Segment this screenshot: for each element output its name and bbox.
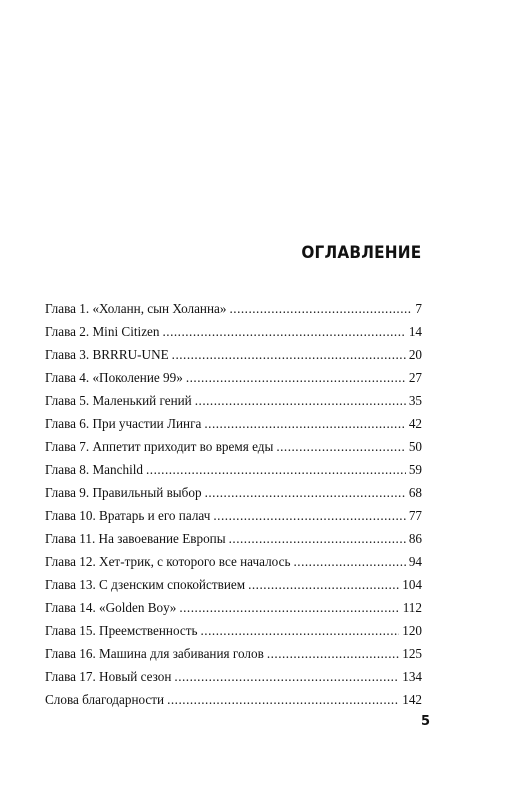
- toc-entry-title: Глава 4. «Поколение 99»: [45, 370, 183, 385]
- toc-entry-title: Глава 5. Маленький гений: [45, 393, 192, 408]
- toc-dot-leader: [167, 688, 399, 711]
- toc-entry-page: 112: [402, 600, 422, 615]
- toc-dot-leader: [213, 504, 405, 527]
- toc-dot-leader: [205, 481, 406, 504]
- toc-dot-leader: [276, 435, 405, 458]
- toc-entry: [45, 504, 422, 527]
- toc-entry: [45, 320, 422, 343]
- toc-entry: [45, 688, 422, 711]
- toc-entry-page: 14: [408, 324, 422, 339]
- toc-entry: [45, 642, 422, 665]
- toc-heading: ОГЛАВЛЕНИЕ: [301, 243, 421, 263]
- toc-dot-leader: [186, 366, 406, 389]
- toc-dot-leader: [146, 458, 406, 481]
- toc-entry-page: 20: [408, 347, 422, 362]
- toc-entry-page: 104: [402, 577, 422, 592]
- toc-entry-title: Слова благодарности: [45, 692, 165, 707]
- toc-entry: [45, 550, 422, 573]
- toc-entry-title: Глава 14. «Golden Boy»: [45, 600, 177, 615]
- page-number: 5: [420, 714, 430, 729]
- toc-entry-title: Глава 2. Mini Citizen: [45, 324, 160, 339]
- toc-entry: [45, 596, 422, 619]
- toc-entry-title: Глава 9. Правильный выбор: [45, 485, 202, 500]
- toc-entry: [45, 366, 422, 389]
- toc-entry: [45, 389, 422, 412]
- toc-entry-page: 59: [408, 462, 422, 477]
- toc-entry-title: Глава 1. «Холанн, сын Холанна»: [45, 301, 227, 316]
- toc-entry-title: Глава 6. При участии Линга: [45, 416, 202, 431]
- toc-entry-title: Глава 13. С дзенским спокойствием: [45, 577, 246, 592]
- toc-entry-page: 7: [415, 301, 422, 316]
- toc-entry-page: 68: [408, 485, 422, 500]
- toc-entry-title: Глава 17. Новый сезон: [45, 669, 172, 684]
- toc-entry-page: 42: [408, 416, 422, 431]
- toc-dot-leader: [248, 573, 399, 596]
- toc-entry-title: Глава 11. На завоевание Европы: [45, 531, 226, 546]
- toc-dot-leader: [174, 665, 399, 688]
- toc-entry-page: 27: [408, 370, 422, 385]
- toc-entry: [45, 527, 422, 550]
- toc-entry: [45, 343, 422, 366]
- toc-entry: [45, 481, 422, 504]
- toc-entry-title: Глава 15. Преемственность: [45, 623, 198, 638]
- toc-entry-page: 142: [402, 692, 422, 707]
- toc-dot-leader: [204, 412, 405, 435]
- toc-dot-leader: [229, 527, 406, 550]
- toc-dot-leader: [201, 619, 400, 642]
- toc-entry-page: 77: [408, 508, 422, 523]
- toc-entry-title: Глава 8. Manchild: [45, 462, 143, 477]
- toc-entry-page: 125: [402, 646, 422, 661]
- toc-entry-page: 50: [408, 439, 422, 454]
- toc-entry-page: 94: [408, 554, 422, 569]
- toc-entry: [45, 412, 422, 435]
- toc-dot-leader: [195, 389, 406, 412]
- table-of-contents: [45, 297, 422, 711]
- toc-entry-page: 86: [408, 531, 422, 546]
- toc-entry: [45, 458, 422, 481]
- toc-entry: [45, 297, 422, 320]
- toc-dot-leader: [293, 550, 405, 573]
- toc-entry: [45, 435, 422, 458]
- toc-entry-title: Глава 10. Вратарь и его палач: [45, 508, 211, 523]
- toc-entry-title: Глава 12. Хет-трик, с которого все началось: [45, 554, 291, 569]
- toc-entry: [45, 573, 422, 596]
- toc-entry-title: Глава 16. Машина для забивания голов: [45, 646, 264, 661]
- toc-dot-leader: [172, 343, 406, 366]
- toc-entry-title: Глава 7. Аппетит приходит во время еды: [45, 439, 274, 454]
- toc-dot-leader: [267, 642, 399, 665]
- toc-entry-page: 134: [402, 669, 422, 684]
- toc-entry-page: 120: [402, 623, 422, 638]
- toc-entry-page: 35: [408, 393, 422, 408]
- toc-dot-leader: [163, 320, 406, 343]
- toc-dot-leader: [229, 297, 412, 320]
- toc-dot-leader: [179, 596, 399, 619]
- toc-entry-title: Глава 3. BRRRU-UNE: [45, 347, 169, 362]
- toc-entry: [45, 619, 422, 642]
- toc-entry: [45, 665, 422, 688]
